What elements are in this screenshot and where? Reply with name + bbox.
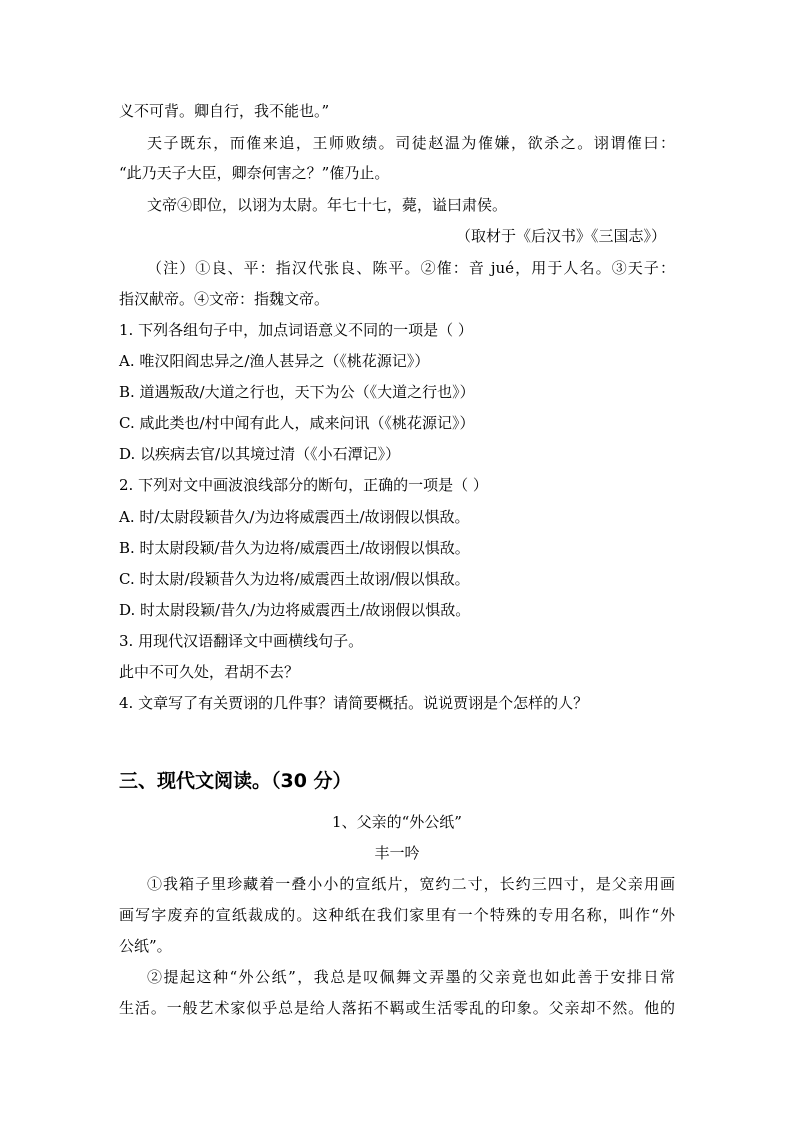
question-4: 4. 文章写了有关贾诩的几件事？请简要概括。说说贾诩是个怎样的人？	[119, 694, 589, 712]
source-citation: （取材于《后汉书》《三国志》）	[455, 227, 666, 245]
paragraph-2-line-1: ②提起这种“外公纸”，我总是叹佩舞文弄墨的父亲竟也如此善于安排日常	[147, 968, 675, 986]
question-1: 1. 下列各组句子中，加点词语意义不同的一项是（ ）	[119, 321, 473, 339]
paragraph-1-line-2: 画写字废弃的宣纸裁成的。这种纸在我们家里有一个特殊的专用名称，叫作“外	[119, 906, 675, 924]
paragraph-1-line-3: 公纸”。	[119, 937, 172, 955]
question-1-option-a: A. 唯汉阳阎忠异之/渔人甚异之（《桃花源记》）	[119, 352, 430, 370]
paragraph-2-line-2: 生活。一般艺术家似乎总是给人落拓不羁或生活零乱的印象。父亲却不然。他的	[119, 999, 675, 1017]
passage-line-3: “此乃天子大臣，卿奈何害之？”傕乃止。	[119, 164, 390, 182]
question-2-option-b: B. 时太尉段颖/昔久为边将/威震西土/故诩假以惧敌。	[119, 539, 470, 557]
paragraph-1-line-1: ①我箱子里珍藏着一叠小小的宣纸片，宽约二寸，长约三四寸，是父亲用画	[147, 875, 675, 893]
question-3-sentence: 此中不可久处，君胡不去？	[119, 663, 300, 681]
article-title: 1、父亲的“外公纸”	[332, 813, 462, 831]
note-line-2: 指汉献帝。④文帝：指魏文帝。	[119, 290, 330, 308]
article-author: 丰一吟	[374, 844, 420, 862]
question-2: 2. 下列对文中画波浪线部分的断句，正确的一项是（ ）	[119, 476, 488, 494]
note-line-1: （注）①良、平：指汉代张良、陈平。②傕：音 jué，用于人名。③天子：	[147, 259, 675, 277]
question-2-option-c: C. 时太尉/段颖昔久为边将/威震西土故诩/假以惧敌。	[119, 570, 470, 588]
passage-line-4: 文帝④即位，以诩为太尉。年七十七，薨，谥曰肃侯。	[147, 196, 508, 214]
section-3-heading: 三、现代文阅读。（30 分）	[119, 770, 352, 792]
passage-line-1: 义不可背。卿自行，我不能也。”	[119, 102, 330, 120]
passage-line-2: 天子既东，而傕来追，王师败绩。司徒赵温为傕嫌，欲杀之。诩谓傕曰：	[147, 134, 675, 152]
question-2-option-d: D. 时太尉段颖/昔久/为边将威震西土/故诩假以惧敌。	[119, 601, 471, 619]
question-1-option-c: C. 咸此类也/村中闻有此人，咸来问讯（《桃花源记》）	[119, 414, 475, 432]
question-1-option-d: D. 以疾病去官/以其境过清（《小石潭记》）	[119, 445, 401, 463]
question-3: 3. 用现代汉语翻译文中画横线句子。	[119, 632, 364, 650]
question-1-option-b: B. 道遇叛敌/大道之行也，天下为公（《大道之行也》）	[119, 383, 475, 401]
question-2-option-a: A. 时/太尉段颖昔久/为边将威震西土/故诩假以惧敌。	[119, 508, 470, 526]
